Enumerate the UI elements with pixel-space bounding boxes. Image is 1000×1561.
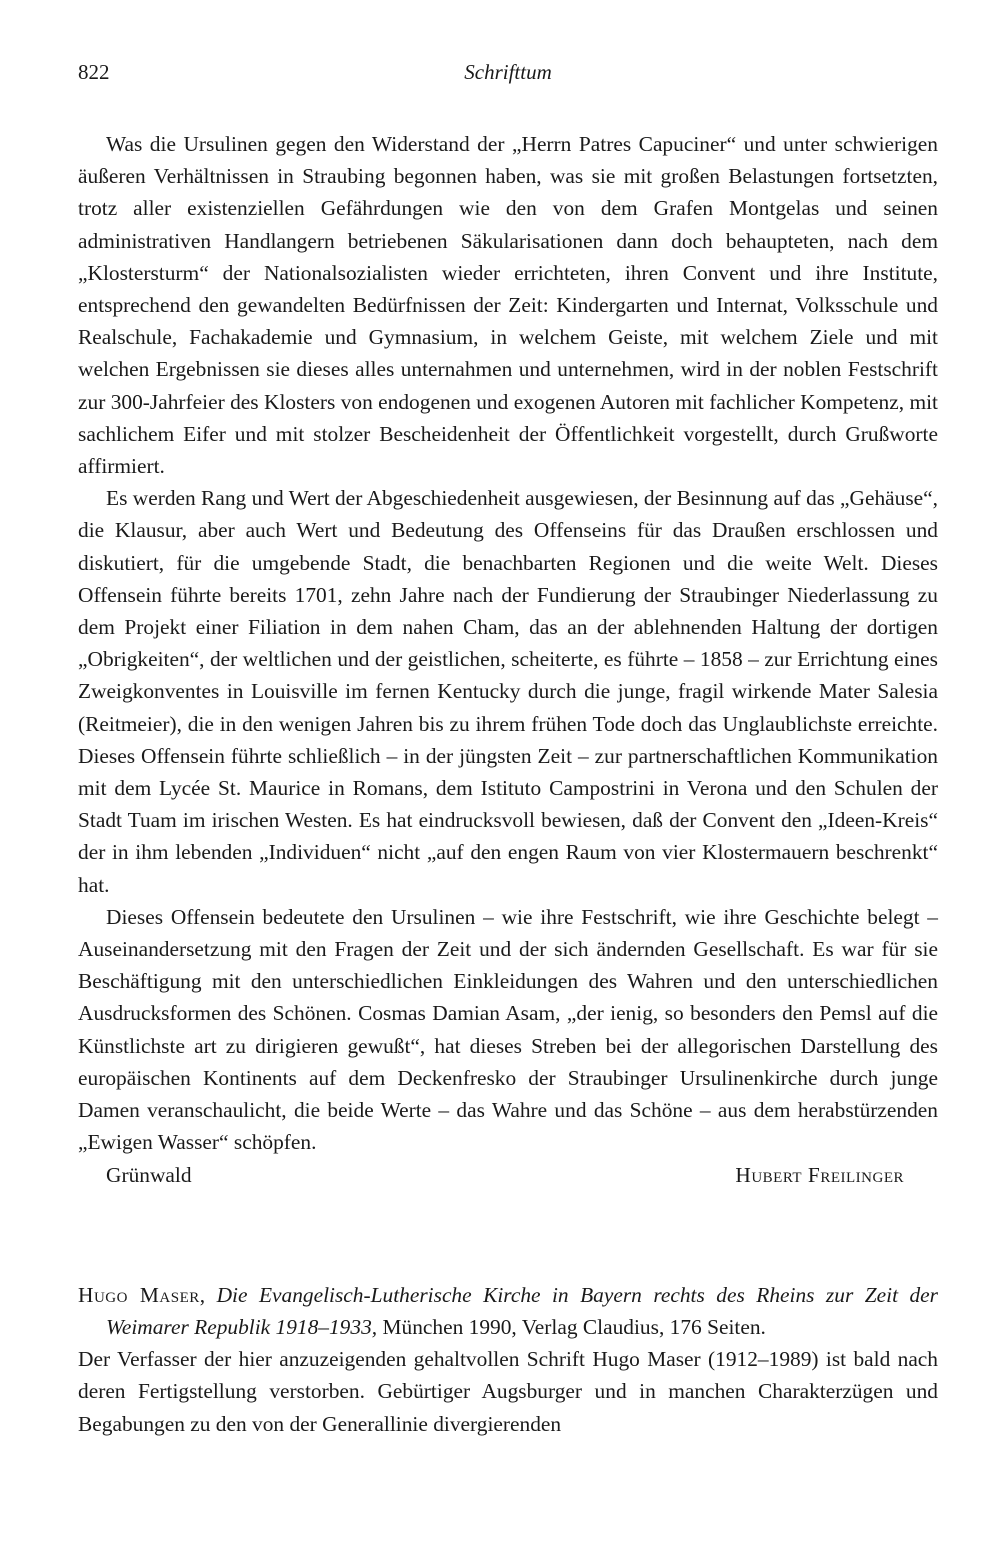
review-2-title: Die Evangelisch-Lutherische Kirche in Bayern rechts des Rheins zur Zeit der Weimarer Republik 1918–1933, [106, 1282, 938, 1339]
running-head [78, 60, 938, 100]
review-ursulinen [78, 128, 938, 1191]
page-number: 822 [78, 60, 110, 84]
running-title: Schrifttum [464, 60, 552, 84]
review-place: Grünwald [106, 1162, 192, 1187]
page [78, 60, 938, 1440]
review-paragraph-2: Es werden Rang und Wert der Abgeschiedenheit ausgewiesen, der Besinnung auf das „Gehäuse“, die Klausur, aber auch Wert und Bedeutung des Offenseins für das Draußen erschlossen und diskutiert, für die umgebende Stadt, die benachbarten Regionen und die weite Welt. Dieses Offensein führte bereits 1701, zehn Jahre nach der Fundierung der Straubinger Niederlassung zu dem Projekt einer Filiation in dem nahen Cham, das an der ablehnenden Haltung der dortigen „Obrigkeiten“, der weltlichen und der geistlichen, scheiterte, es führte – 1858 – zur Errichtung eines Zweigkonventes in Louisville im fernen Kentucky durch die junge, fragil wirkende Mater Salesia (Reitmeier), die in den wenigen Jahren bis zu ihrem frühen Tode doch das Unglaublichste erreichte. Dieses Offensein führte schließlich – in der jüngsten Zeit – zur partnerschaftlichen Kommunikation mit dem Lycée St. Maurice in Romans, dem Istituto Campostrini in Verona und den Schulen der Stadt Tuam im irischen Westen. Es hat eindrucksvoll bewiesen, daß der Convent den „Ideen-Kreis“ der in ihm lebenden „Individuen“ nicht „auf den engen Raum von vier Klostermauern beschrenkt“ hat. [78, 486, 938, 897]
review-2-citation [78, 1279, 938, 1343]
review-2-publication: München 1990, Verlag Claudius, 176 Seiten. [382, 1314, 766, 1339]
review-signature [78, 1159, 938, 1191]
review-2-body: Der Verfasser der hier anzuzeigenden gehaltvollen Schrift Hugo Maser (1912–1989) ist bald nach deren Fertigstellung verstorben. Gebürtiger Augsburger und in manchen Charakterzügen und Begabungen zu den von der Generallinie divergierenden [78, 1347, 938, 1436]
review-2-author: Hugo Maser [78, 1282, 200, 1307]
review-paragraph-1: Was die Ursulinen gegen den Widerstand der „Herrn Patres Capuciner“ und unter schwierigen äußeren Verhältnissen in Straubing begonnen haben, was sie mit großen Belastungen fortsetzten, trotz aller existenziellen Gefährdungen wie den von dem Grafen Montgelas und seinen administrativen Handlangern betriebenen Säkularisationen dann doch behaupteten, nach dem „Klostersturm“ der Nationalsozialisten wieder errichteten, ihren Convent und ihre Institute, entsprechend den gewandelten Bedürfnissen der Zeit: Kindergarten und Internat, Volksschule und Realschule, Fachakademie und Gymnasium, in welchem Geiste, mit welchem Ziele und mit welchen Ergebnissen sie dieses alles unternahmen und unternehmen, wird in der noblen Festschrift zur 300-Jahrfeier des Klosters von endogenen und exogenen Autoren mit fachlicher Kompetenz, mit sachlichem Eifer und mit stolzer Bescheidenheit der Öffentlichkeit vorgestellt, durch Grußworte affirmiert. [78, 132, 938, 479]
citation-separator: , [199, 1282, 217, 1307]
reviewer-name: Hubert Freilinger [735, 1162, 904, 1187]
review-paragraph-3: Dieses Offensein bedeutete den Ursulinen – wie ihre Festschrift, wie ihre Geschichte belegt – Auseinandersetzung mit den Fragen der Zeit und der sich ändernden Gesellschaft. Es war für sie Beschäftigung mit den unterschiedlichen Einkleidungen des Wahren und den unterschiedlichen Ausdrucksformen des Schönen. Cosmas Damian Asam, „der ienig, so besonders den Pemsl auf die Künstlichste art zu dirigieren gewußt“, hat dieses Streben bei der allegorischen Darstellung des europäischen Kontinents auf dem Deckenfresko der Straubinger Ursulinenkirche durch junge Damen veranschaulicht, die beide Werte – das Wahre und das Schöne – aus dem herabstürzenden „Ewigen Wasser“ schöpfen. [78, 904, 938, 1155]
